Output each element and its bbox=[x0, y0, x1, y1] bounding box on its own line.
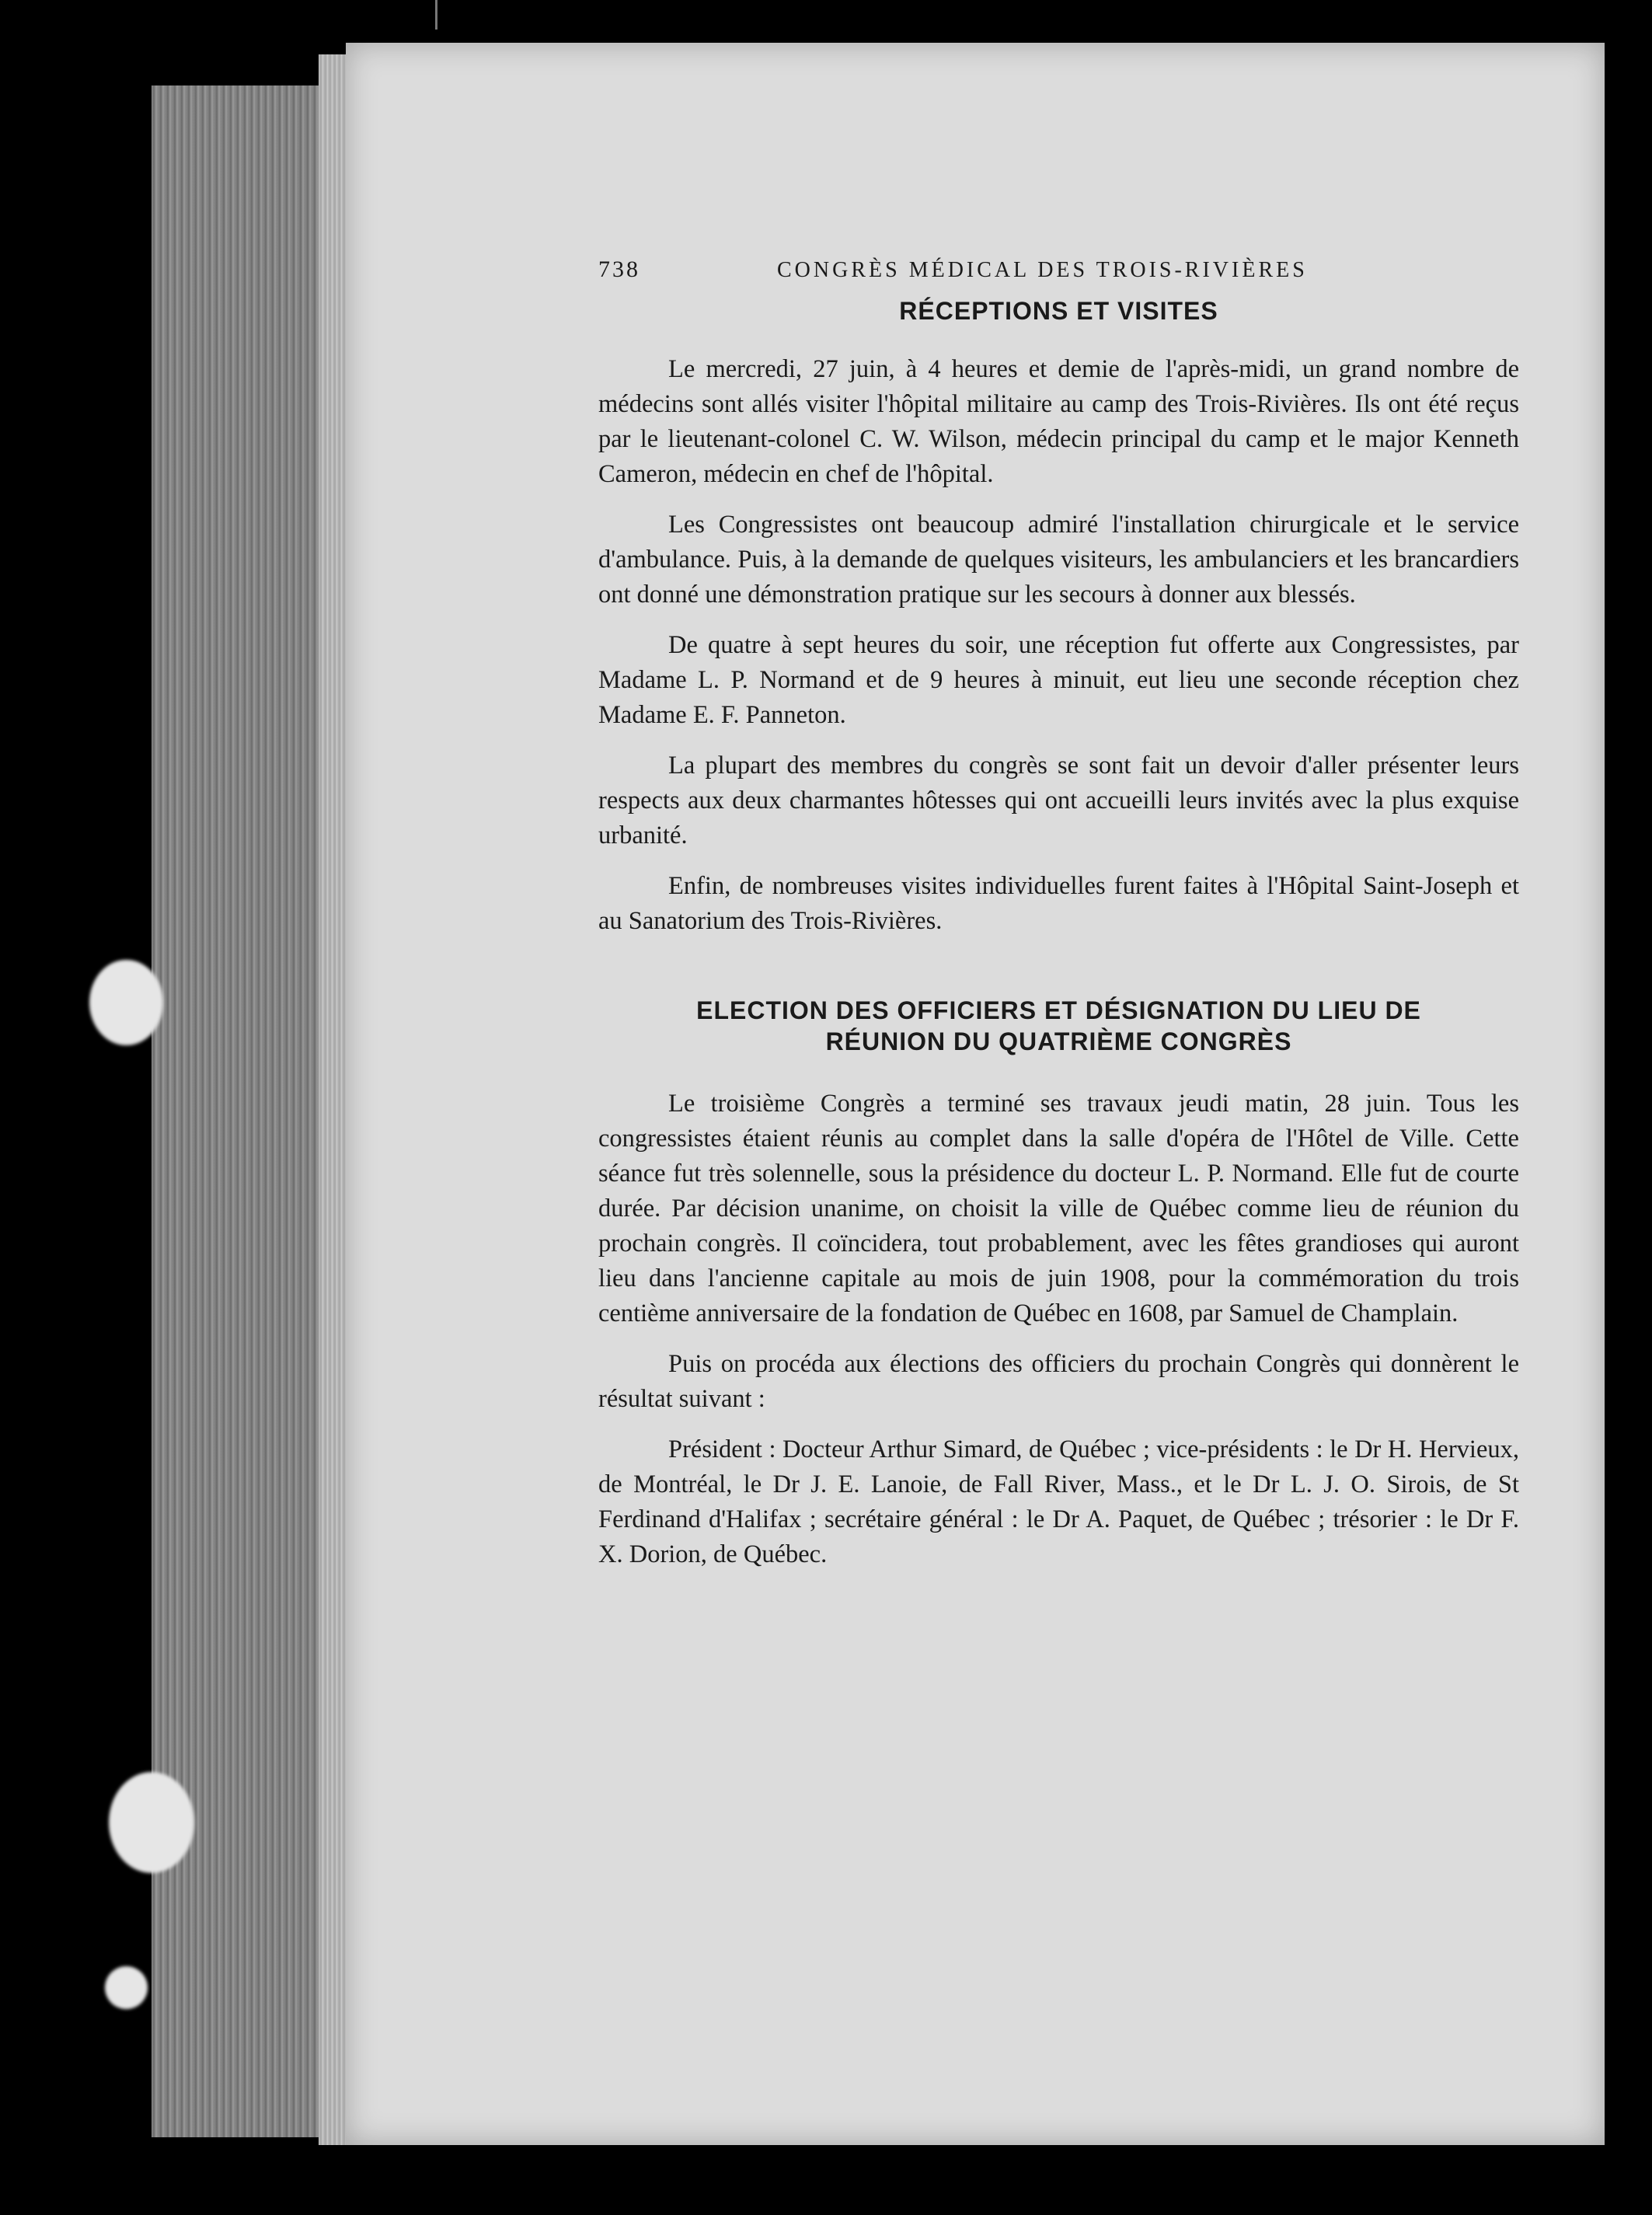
scan-artifact-mark bbox=[435, 0, 437, 30]
scan-artifact-blot bbox=[89, 960, 163, 1045]
paragraph: La plupart des membres du congrès se sont fait un devoir d'aller présenter leurs respects aux deux charmantes hôtesses qui ont accueilli leurs invités avec la plus exquise urbanité. bbox=[598, 752, 1519, 849]
section-heading-election bbox=[598, 995, 1519, 1057]
section-heading-line: ELECTION DES OFFICIERS ET DÉSIGNATION DU LIEU DE bbox=[696, 996, 1421, 1024]
paragraph: Puis on procéda aux élections des officiers du prochain Congrès qui donnèrent le résultat suivant : bbox=[598, 1350, 1519, 1413]
paragraph: De quatre à sept heures du soir, une réception fut offerte aux Congressistes, par Madame L. P. Normand et de 9 heures à minuit, eut lieu une seconde réception chez Madame E. F. Panneton. bbox=[598, 631, 1519, 729]
section-heading-line: RÉUNION DU QUATRIÈME CONGRÈS bbox=[825, 1027, 1292, 1055]
paragraph: Le mercredi, 27 juin, à 4 heures et demie de l'après-midi, un grand nombre de médecins sont allés visiter l'hôpital militaire au camp des Trois-Rivières. Ils ont été reçus par le lieutenant-colonel C. W. Wilson, médecin principal du camp et le major Kenneth Cameron, médecin en chef de l'hôpital. bbox=[598, 355, 1519, 488]
page-number: 738 bbox=[598, 256, 640, 282]
section-spacer bbox=[598, 939, 1519, 995]
scan-artifact-blot bbox=[105, 1966, 148, 2009]
paragraph: Président : Docteur Arthur Simard, de Québec ; vice-présidents : le Dr H. Hervieux, de Montréal, le Dr J. E. Lanoie, de Fall River, Mass., et le Dr L. J. O. Sirois, de St Ferdinand d'Halifax ; secrétaire général : le Dr A. Paquet, de Québec ; trésorier : le Dr F. X. Dorion, de Québec. bbox=[598, 1435, 1519, 1568]
running-header bbox=[598, 256, 1519, 288]
page-text-block bbox=[598, 256, 1519, 1572]
paragraph: Le troisième Congrès a terminé ses travaux jeudi matin, 28 juin. Tous les congressistes étaient réunis au complet dans la salle d'opéra de l'Hôtel de Ville. Cette séance fut très solennelle, sous la présidence du docteur L. P. Normand. Elle fut de courte durée. Par décision unanime, on choisit la ville de Québec comme lieu de réunion du prochain congrès. Il coïncidera, tout probablement, avec les fêtes grandioses qui auront lieu dans l'ancienne capitale au mois de juin 1908, pour la commémoration du trois centième anniversaire de la fondation de Québec en 1608, par Samuel de Champlain. bbox=[598, 1090, 1519, 1327]
running-title: CONGRÈS MÉDICAL DES TROIS-RIVIÈRES bbox=[777, 258, 1308, 282]
scan-artifact-blot bbox=[109, 1772, 194, 1873]
paragraph: Enfin, de nombreuses visites individuelles furent faites à l'Hôpital Saint-Joseph et au Sanatorium des Trois-Rivières. bbox=[598, 872, 1519, 935]
paragraph: Les Congressistes ont beaucoup admiré l'installation chirurgicale et le service d'ambulance. Puis, à la demande de quelques visiteurs, les ambulanciers et les brancardiers ont donné une démonstration pratique sur les secours à donner aux blessés. bbox=[598, 511, 1519, 609]
section-heading-receptions: RÉCEPTIONS ET VISITES bbox=[899, 297, 1218, 325]
